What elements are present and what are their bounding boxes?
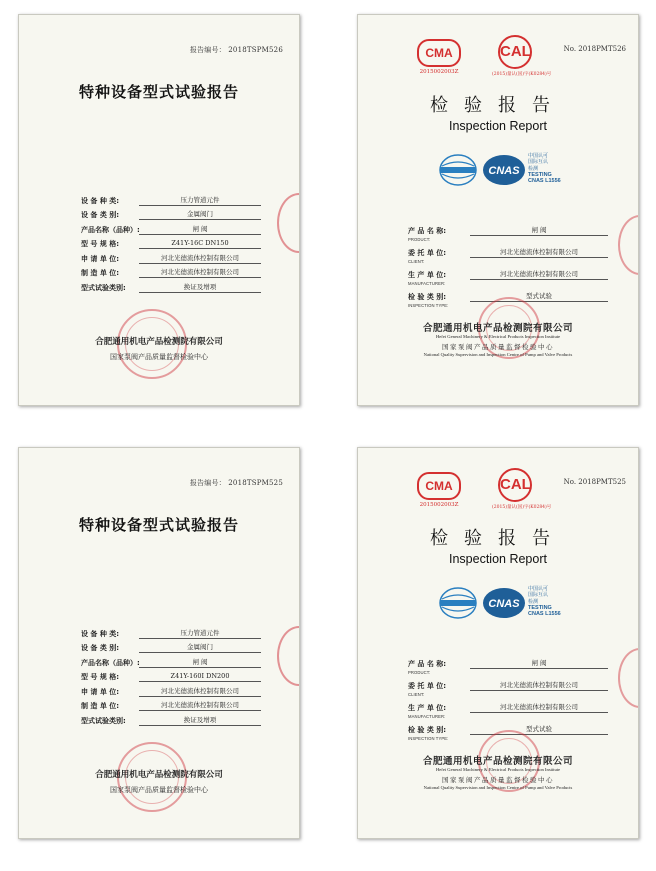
field-label: 检 验 类 别: [408,726,447,734]
field-label: 设 备 类 别: [81,211,120,219]
field-value: 河北光德流体控制有限公司 [470,269,608,280]
ilac-mra-logo-icon [438,586,478,620]
field-test-category [81,278,261,293]
type-test-report-cover-2 [18,447,300,839]
field-value: 压力管道元件 [139,628,261,639]
report-title-en: Inspection Report [449,119,547,133]
inspection-report-cover-1 [357,14,639,406]
issuing-company: 合肥通用机电产品检测院有限公司 [95,770,223,780]
field-applicant [81,249,261,264]
field-value: 型式试验 [470,291,608,302]
field-value: 闸 阀 [470,658,608,669]
field-label: 型 号 规 格: [81,240,120,248]
field-label-en: PRODUCT: [408,237,431,242]
report-title-cn: 检验报告 [430,95,566,116]
cal-code: (2015)量认(国)字(K0284)号 [492,72,552,77]
report-fields [81,191,261,293]
field-label-en: CLIENT: [408,259,425,264]
field-value: Z41Y-16C DN150 [139,239,261,249]
field-value: 河北光德流体控制有限公司 [470,702,608,713]
cnas-logo-icon [482,153,526,187]
field-value: 河北光德流体控制有限公司 [139,253,261,264]
field-label: 产 品 名 称: [408,660,447,668]
svg-text:CNAS: CNAS [488,598,520,610]
cma-mark-icon: CMA [417,472,461,500]
cma-code: 2015002003Z [419,502,459,508]
field-label: 申 请 单 位: [81,254,120,263]
field-label-en: MANUFACTURER: [408,714,446,719]
field-value: 河北光德流体控制有限公司 [139,686,261,697]
field-value: 河北光德流体控制有限公司 [139,700,261,711]
edge-seal-stamp [277,193,300,253]
field-value: Z41Y-160I DN200 [139,672,261,682]
field-applicant [81,682,261,697]
cal-mark-icon: CAL [498,468,532,502]
field-client [408,680,608,697]
cnas-logo-icon [482,586,526,620]
cnas-accreditation-text: 中国认可 国际互认 检测 TESTING CNAS L1556 [528,586,561,618]
cma-logo [416,472,462,508]
field-product [408,658,608,675]
field-label: 型式试验类别: [81,716,126,725]
field-label: 委 托 单 位: [408,249,447,257]
field-label: 制 造 单 位: [81,702,120,710]
report-title: 特种设备型式试验报告 [78,516,239,534]
field-manufacturer [408,269,608,286]
cma-mark-icon: CMA [417,39,461,67]
cal-code: (2015)量认(国)字(K0284)号 [492,505,552,510]
field-value: 闸 阀 [139,224,261,235]
inspection-center-cn: 国家泵阀产品质量监督检验中心 [442,343,554,351]
svg-text:CNAS: CNAS [488,165,520,177]
field-equipment-type [81,624,261,639]
field-label: 产品名称（品种）: [81,225,140,234]
field-label-en: CLIENT: [408,692,425,697]
cma-code: 2015002003Z [419,69,459,75]
edge-seal-stamp [277,626,300,686]
edge-seal-stamp [618,648,639,708]
field-product [408,225,608,242]
inspection-center-en: National Quality Supervision and Inspection Centre of Pump and Valve Products [423,352,573,357]
field-label: 委 托 单 位: [408,682,447,690]
field-label: 产品名称（品种）: [81,658,140,667]
cal-mark-icon: CAL [498,35,532,69]
field-label: 生 产 单 位: [408,704,447,712]
field-label-en: MANUFACTURER: [408,281,446,286]
issuing-company-en: Hefei General Machinery & Electrical Products Inspection Institute [435,767,561,772]
type-test-report-cover-1 [18,14,300,406]
report-number: No. 2018PMT526 [563,45,626,53]
report-number: 报告编号： 2018TSPM525 [189,479,283,487]
inspection-center-en: National Quality Supervision and Inspection Centre of Pump and Valve Products [423,785,573,790]
field-value: 换证及增项 [139,715,261,726]
field-label: 申 请 单 位: [81,687,120,696]
field-product-name [81,653,261,668]
field-value: 压力管道元件 [139,195,261,206]
field-label: 型 号 规 格: [81,673,120,681]
field-label-en: INSPECTION TYPE: [408,736,449,741]
field-label: 设 备 种 类: [81,196,120,205]
cma-logo [416,39,462,75]
issuing-company: 合肥通用机电产品检测院有限公司 [95,337,223,347]
field-label: 设 备 类 别: [81,644,120,652]
field-label-en: INSPECTION TYPE: [408,303,449,308]
field-model-spec [81,668,261,683]
report-fields [81,624,261,726]
issuing-company-cn: 合肥通用机电产品检测院有限公司 [422,323,573,334]
inspection-center-cn: 国家泵阀产品质量监督检验中心 [442,776,554,784]
field-manufacturer [408,702,608,719]
field-model-spec [81,235,261,250]
field-product-name [81,220,261,235]
field-value: 闸 阀 [139,657,261,668]
field-label-en: PRODUCT: [408,670,431,675]
field-label: 型式试验类别: [81,283,126,292]
field-value: 河北光德流体控制有限公司 [470,680,608,691]
field-label: 生 产 单 位: [408,271,447,279]
issuing-company-cn: 合肥通用机电产品检测院有限公司 [422,756,573,767]
inspection-report-cover-2 [357,447,639,839]
field-value: 金属阀门 [139,642,261,653]
field-equipment-type [81,191,261,206]
edge-seal-stamp [618,215,639,275]
field-test-category [81,711,261,726]
field-label: 检 验 类 别: [408,293,447,301]
field-value: 金属阀门 [139,209,261,220]
report-title: 特种设备型式试验报告 [78,83,239,101]
report-number: No. 2018PMT525 [563,478,626,486]
report-number: 报告编号： 2018TSPM526 [189,46,283,54]
cnas-accreditation-text: 中国认可 国际互认 检测 TESTING CNAS L1556 [528,153,561,185]
ilac-mra-logo-icon [438,153,478,187]
field-label: 设 备 种 类: [81,629,120,638]
inspection-center: 国家泵阀产品质量监督检验中心 [110,353,208,361]
inspection-center: 国家泵阀产品质量监督检验中心 [110,786,208,794]
field-value: 型式试验 [470,724,608,735]
field-equipment-category [81,639,261,654]
field-value: 河北光德流体控制有限公司 [470,247,608,258]
report-title-en: Inspection Report [449,552,547,566]
cal-logo [492,35,552,77]
field-label: 产 品 名 称: [408,227,447,235]
field-value: 河北光德流体控制有限公司 [139,267,261,278]
report-title-cn: 检验报告 [430,528,566,549]
field-manufacturer [81,697,261,712]
field-equipment-category [81,206,261,221]
field-label: 制 造 单 位: [81,269,120,277]
field-value: 换证及增项 [139,282,261,293]
field-value: 闸 阀 [470,225,608,236]
cal-logo [492,468,552,510]
issuing-company-en: Hefei General Machinery & Electrical Products Inspection Institute [435,334,561,339]
field-client [408,247,608,264]
field-manufacturer [81,264,261,279]
